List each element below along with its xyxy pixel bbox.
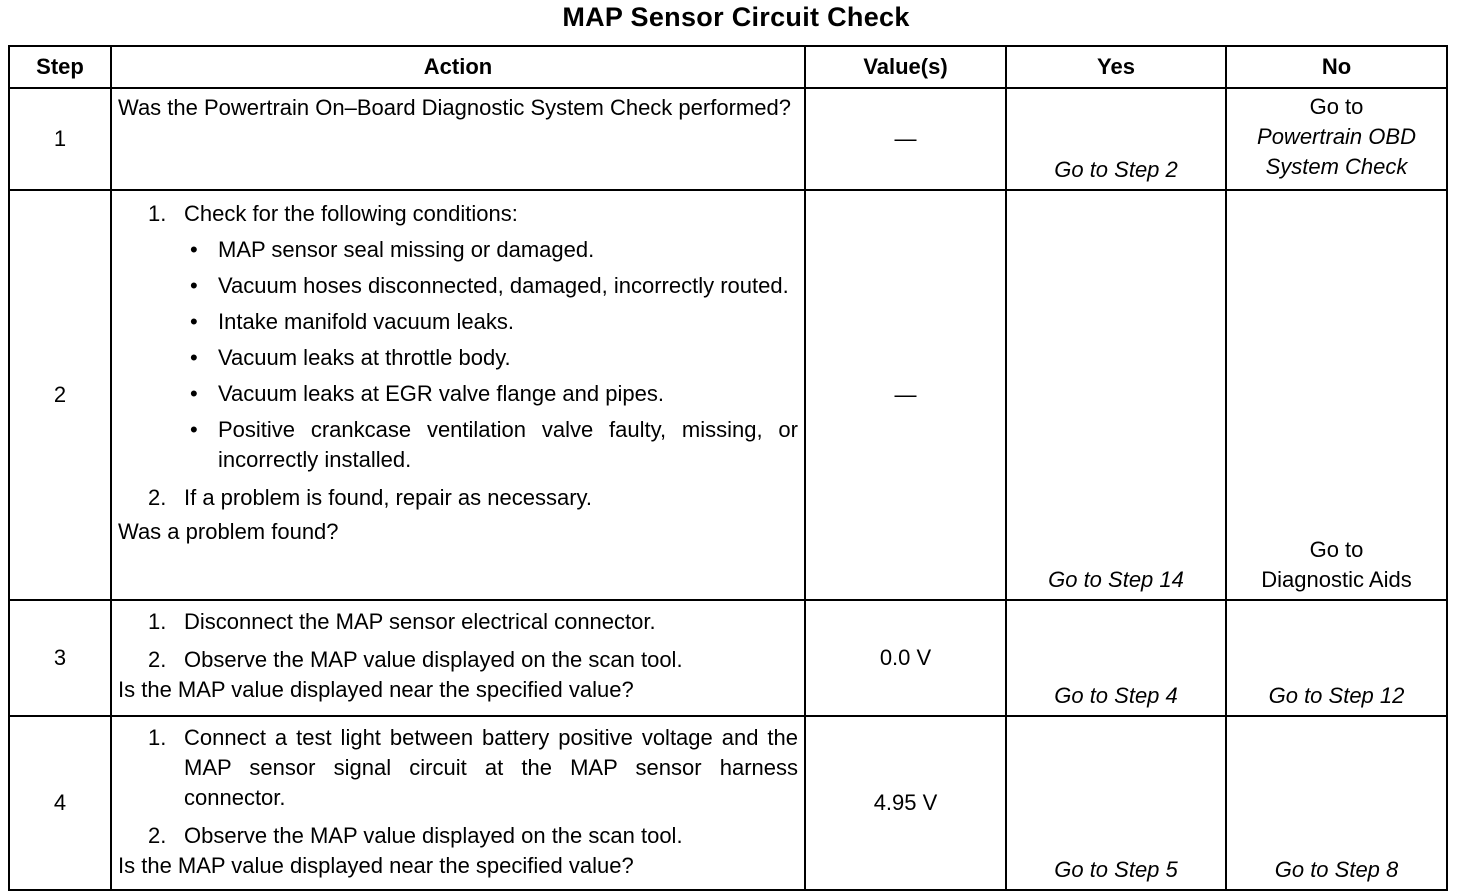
yes-cell bbox=[1006, 716, 1226, 890]
item-text: Disconnect the MAP sensor electrical connector. bbox=[184, 609, 656, 634]
numbered-item bbox=[148, 645, 798, 675]
item-text: If a problem is found, repair as necessary. bbox=[184, 485, 593, 510]
value-cell bbox=[805, 88, 1006, 190]
value-cell bbox=[805, 716, 1006, 890]
value-cell bbox=[805, 190, 1006, 600]
action-cell bbox=[111, 88, 805, 190]
bullet-item bbox=[190, 379, 798, 409]
bullet-item bbox=[190, 235, 798, 265]
bullet-text: Positive crankcase ventilation valve faulty, missing, or incorrectly installed. bbox=[218, 417, 798, 472]
bullet-marker: • bbox=[190, 417, 198, 442]
value-text: — bbox=[894, 126, 917, 151]
item-text: Check for the following conditions: bbox=[184, 201, 518, 226]
table-header-row bbox=[9, 46, 1447, 88]
action-cell bbox=[111, 716, 805, 890]
item-number: 2. bbox=[148, 823, 167, 848]
bullet-text: Vacuum leaks at throttle body. bbox=[218, 345, 511, 370]
question-text: Is the MAP value displayed near the specified value? bbox=[118, 853, 634, 878]
no-cell bbox=[1226, 190, 1447, 600]
no-line2: Diagnostic Aids bbox=[1261, 567, 1412, 592]
step-number: 1 bbox=[9, 88, 111, 190]
action-cell bbox=[111, 190, 805, 600]
yes-text: Go to Step 5 bbox=[1054, 857, 1178, 882]
table-row bbox=[9, 88, 1447, 190]
no-line2: Powertrain OBD bbox=[1257, 124, 1416, 149]
value-text: 0.0 V bbox=[879, 645, 932, 670]
step-number: 3 bbox=[9, 600, 111, 716]
bullet-item bbox=[190, 271, 798, 301]
numbered-item bbox=[148, 821, 798, 851]
table-row bbox=[9, 600, 1447, 716]
bullet-marker: • bbox=[190, 345, 198, 370]
bullet-text: Vacuum hoses disconnected, damaged, incorrectly routed. bbox=[218, 273, 789, 298]
bullet-text: MAP sensor seal missing or damaged. bbox=[218, 237, 595, 262]
yes-cell bbox=[1006, 88, 1226, 190]
no-cell bbox=[1226, 600, 1447, 716]
header-no: No bbox=[1226, 46, 1447, 88]
item-text: Connect a test light between battery positive voltage and the MAP sensor signal circuit at the MAP sensor harness connector. bbox=[184, 725, 798, 810]
numbered-item bbox=[148, 199, 798, 229]
bullet-item bbox=[190, 415, 798, 475]
step-number: 4 bbox=[9, 716, 111, 890]
no-cell bbox=[1226, 88, 1447, 190]
question-text: Was a problem found? bbox=[118, 519, 339, 544]
value-cell bbox=[805, 600, 1006, 716]
diagnostic-table bbox=[8, 45, 1448, 891]
no-line1: Go to bbox=[1309, 537, 1364, 562]
numbered-item bbox=[148, 483, 798, 513]
bullet-text: Vacuum leaks at EGR valve flange and pipes. bbox=[218, 381, 664, 406]
item-number: 2. bbox=[148, 647, 167, 672]
no-text: Go to Step 8 bbox=[1274, 857, 1399, 882]
yes-cell bbox=[1006, 190, 1226, 600]
no-text: Go to Step 12 bbox=[1268, 683, 1405, 708]
no-line3: System Check bbox=[1265, 154, 1408, 179]
bullet-marker: • bbox=[190, 381, 198, 406]
item-number: 1. bbox=[148, 609, 167, 634]
bullet-marker: • bbox=[190, 237, 198, 262]
value-text: 4.95 V bbox=[873, 790, 938, 815]
table-row bbox=[9, 190, 1447, 600]
header-values: Value(s) bbox=[805, 46, 1006, 88]
bullet-item bbox=[190, 307, 798, 337]
bullet-marker: • bbox=[190, 309, 198, 334]
bullet-text: Intake manifold vacuum leaks. bbox=[218, 309, 514, 334]
yes-text: Go to Step 2 bbox=[1054, 157, 1178, 182]
value-text: — bbox=[894, 382, 917, 407]
header-yes: Yes bbox=[1006, 46, 1226, 88]
item-text: Observe the MAP value displayed on the scan tool. bbox=[184, 823, 683, 848]
action-cell bbox=[111, 600, 805, 716]
yes-text: Go to Step 14 bbox=[1048, 567, 1184, 592]
yes-cell bbox=[1006, 600, 1226, 716]
question-text: Is the MAP value displayed near the specified value? bbox=[118, 677, 634, 702]
item-number: 2. bbox=[148, 485, 167, 510]
action-text: Was the Powertrain On–Board Diagnostic System Check performed? bbox=[118, 95, 791, 120]
numbered-item bbox=[148, 723, 798, 813]
no-cell bbox=[1226, 716, 1447, 890]
page-title: MAP Sensor Circuit Check bbox=[562, 2, 910, 32]
table-row bbox=[9, 716, 1447, 890]
no-line1: Go to bbox=[1309, 94, 1364, 119]
header-step: Step bbox=[9, 46, 111, 88]
step-number: 2 bbox=[9, 190, 111, 600]
item-number: 1. bbox=[148, 725, 167, 750]
numbered-item bbox=[148, 607, 798, 637]
header-action: Action bbox=[111, 46, 805, 88]
yes-text: Go to Step 4 bbox=[1054, 683, 1178, 708]
item-text: Observe the MAP value displayed on the scan tool. bbox=[184, 647, 683, 672]
bullet-marker: • bbox=[190, 273, 198, 298]
item-number: 1. bbox=[148, 201, 167, 226]
bullet-item bbox=[190, 343, 798, 373]
